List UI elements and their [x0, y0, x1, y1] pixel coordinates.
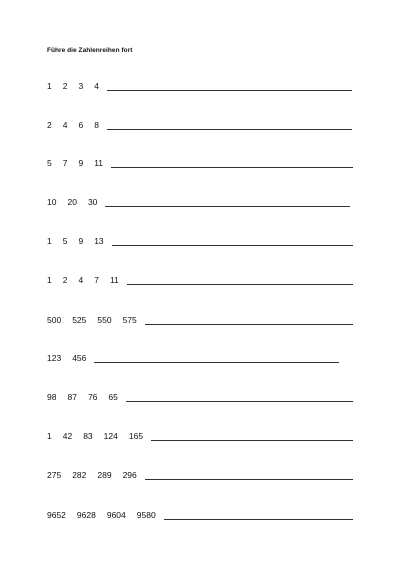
sequence-numbers — [47, 353, 86, 363]
sequence-numbers — [47, 275, 119, 285]
sequence-number: 13 — [94, 236, 104, 246]
sequence-number: 9 — [78, 236, 84, 246]
sequence-number: 500 — [47, 315, 62, 325]
answer-line[interactable] — [126, 401, 353, 402]
answer-line[interactable] — [111, 167, 353, 168]
sequence-numbers — [47, 236, 104, 246]
sequence-numbers — [47, 470, 137, 480]
sequence-number: 1 — [47, 81, 52, 91]
sequence-number: 5 — [47, 158, 52, 168]
sequence-number: 6 — [78, 120, 84, 130]
sequence-row-3 — [47, 156, 353, 170]
sequence-row-9 — [47, 390, 353, 404]
answer-line[interactable] — [145, 324, 353, 325]
sequence-number: 20 — [67, 197, 77, 207]
sequence-number: 30 — [87, 197, 98, 207]
sequence-number: 275 — [47, 470, 62, 480]
worksheet-title: Führe die Zahlenreihen fort — [47, 47, 133, 54]
sequence-row-6 — [47, 273, 353, 287]
sequence-number: 4 — [78, 275, 84, 285]
sequence-number: 9580 — [136, 510, 156, 520]
sequence-number: 11 — [94, 158, 104, 168]
sequence-number: 1 — [47, 275, 52, 285]
answer-line[interactable] — [112, 245, 353, 246]
sequence-number: 456 — [72, 353, 87, 363]
sequence-number: 87 — [67, 392, 77, 402]
sequence-number: 9652 — [47, 510, 66, 520]
sequence-number: 9628 — [76, 510, 96, 520]
sequence-number: 83 — [83, 431, 93, 441]
sequence-row-11 — [47, 468, 353, 482]
sequence-numbers — [47, 431, 143, 441]
sequence-row-8 — [47, 351, 353, 365]
sequence-number: 8 — [94, 120, 99, 130]
sequence-number: 1 — [47, 431, 52, 441]
sequence-number: 9 — [78, 158, 84, 168]
sequence-number: 124 — [103, 431, 118, 441]
sequence-numbers — [47, 197, 97, 207]
sequence-number: 4 — [62, 120, 68, 130]
sequence-row-10 — [47, 429, 353, 443]
answer-line[interactable] — [107, 129, 352, 130]
answer-line[interactable] — [145, 479, 353, 480]
sequence-number: 7 — [62, 158, 68, 168]
sequence-number: 289 — [97, 470, 112, 480]
sequence-number: 550 — [97, 315, 112, 325]
sequence-number: 575 — [122, 315, 137, 325]
sequence-number: 76 — [87, 392, 98, 402]
sequence-row-12 — [47, 508, 353, 522]
sequence-numbers — [47, 120, 99, 130]
sequence-number: 123 — [47, 353, 62, 363]
answer-line[interactable] — [127, 284, 353, 285]
sequence-number: 3 — [78, 81, 84, 91]
sequence-numbers — [47, 392, 118, 402]
answer-line[interactable] — [151, 440, 353, 441]
sequence-numbers — [47, 510, 156, 520]
sequence-number: 98 — [47, 392, 57, 402]
sequence-numbers — [47, 81, 99, 91]
sequence-number: 2 — [62, 81, 68, 91]
sequence-number: 65 — [108, 392, 118, 402]
sequence-row-4 — [47, 195, 353, 209]
sequence-number: 165 — [128, 431, 144, 441]
sequence-number: 10 — [47, 197, 57, 207]
sequence-number: 11 — [109, 275, 119, 285]
sequence-number: 9604 — [106, 510, 126, 520]
sequence-number: 296 — [122, 470, 137, 480]
sequence-number: 42 — [62, 431, 73, 441]
sequence-numbers — [47, 315, 137, 325]
answer-line[interactable] — [94, 362, 339, 363]
answer-line[interactable] — [164, 519, 353, 520]
sequence-number: 1 — [47, 236, 52, 246]
answer-line[interactable] — [107, 90, 352, 91]
sequence-number: 2 — [62, 275, 68, 285]
sequence-number: 282 — [72, 470, 87, 480]
sequence-number: 5 — [62, 236, 68, 246]
sequence-row-5 — [47, 234, 353, 248]
sequence-number: 4 — [94, 81, 99, 91]
sequence-row-7 — [47, 313, 353, 327]
answer-line[interactable] — [105, 206, 350, 207]
sequence-row-1 — [47, 79, 353, 93]
sequence-row-2 — [47, 118, 353, 132]
sequence-number: 525 — [72, 315, 87, 325]
sequence-number: 2 — [47, 120, 52, 130]
sequence-numbers — [47, 158, 103, 168]
sequence-number: 7 — [94, 275, 99, 285]
